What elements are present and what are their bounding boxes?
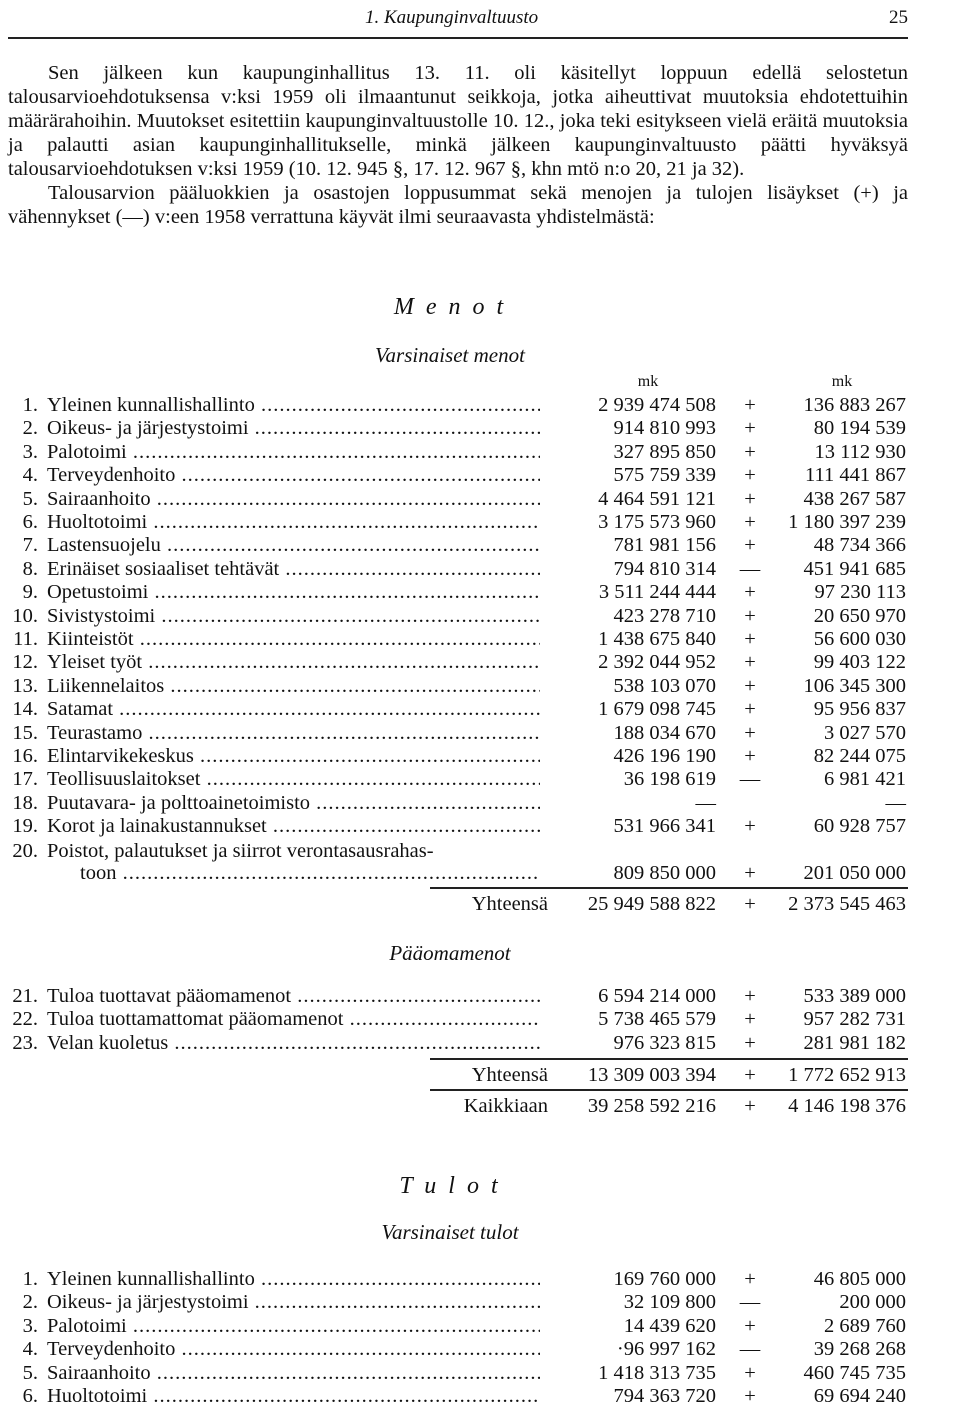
row-amount: — xyxy=(695,791,716,814)
table-row xyxy=(0,768,960,791)
row-amount: 169 760 000 xyxy=(613,1268,716,1290)
row-sign: + xyxy=(744,511,756,533)
row-amount: 809 850 000 xyxy=(613,862,716,884)
varsinaiset-menot-heading: Varsinaiset menot xyxy=(375,343,525,367)
row-sign: — xyxy=(739,1291,761,1314)
row-label: Yleinen kunnallishallinto ..... xyxy=(47,1268,540,1291)
row-change: 6 981 421 xyxy=(824,768,906,791)
row-change: 99 403 122 xyxy=(813,651,906,674)
row-number: 4. xyxy=(22,1338,38,1361)
row-change: 80 194 539 xyxy=(813,417,906,440)
row-number: 2. xyxy=(22,1291,38,1314)
row-change: 533 389 000 xyxy=(803,985,906,1007)
total-label: Yhteensä xyxy=(471,893,548,915)
row-sign: + xyxy=(744,487,756,510)
tulot-heading: T u l o t xyxy=(399,1173,501,1199)
row-label: Terveydenhoito ..... xyxy=(47,464,540,487)
table-row xyxy=(0,745,960,768)
row-number: 16. xyxy=(12,745,38,767)
row-number: 4. xyxy=(22,464,38,487)
table-row xyxy=(0,605,960,628)
row-label: Palotoimi ..... xyxy=(47,1315,540,1338)
table-row xyxy=(0,792,960,815)
grand-total-label: Kaikkiaan xyxy=(463,1095,548,1117)
row-amount: 2 939 474 508 xyxy=(598,394,716,416)
row-change: 451 941 685 xyxy=(803,557,906,580)
row-label: Satamat ..... xyxy=(47,698,540,721)
row-amount: 538 103 070 xyxy=(613,674,716,697)
row-amount: 531 966 341 xyxy=(613,815,716,838)
row-sign: + xyxy=(744,394,756,416)
row-change: — xyxy=(885,791,906,814)
row-change: 3 027 570 xyxy=(824,721,906,744)
row-change: 136 883 267 xyxy=(803,394,906,416)
row-change: 56 600 030 xyxy=(813,628,906,650)
row-label: Sairaanhoito ..... xyxy=(47,488,540,511)
table-row xyxy=(0,651,960,674)
row-change: 48 734 366 xyxy=(813,534,906,557)
row-number: 20. xyxy=(12,840,38,862)
total-sign: + xyxy=(744,1064,756,1086)
grand-total-amount: 39 258 592 216 xyxy=(587,1095,716,1117)
row-amount: 781 981 156 xyxy=(613,534,716,557)
table-row xyxy=(0,840,960,863)
row-change: 95 956 837 xyxy=(813,698,906,721)
row-label: Oikeus- ja järjestystoimi ..... xyxy=(47,1291,540,1314)
row-amount: 5 738 465 579 xyxy=(598,1008,716,1031)
table-row xyxy=(0,558,960,581)
row-number: 17. xyxy=(12,768,38,791)
row-number: 7. xyxy=(22,534,38,557)
row-sign: + xyxy=(744,581,756,604)
row-label: Yleinen kunnallishallinto ..... xyxy=(47,394,540,417)
row-sign: + xyxy=(744,534,756,557)
row-number: 8. xyxy=(22,557,38,580)
row-sign: + xyxy=(744,1031,756,1054)
row-label: Kiinteistöt ..... xyxy=(47,628,540,651)
row-sign: + xyxy=(744,1268,756,1290)
row-sign: — xyxy=(739,768,761,791)
row-amount: 575 759 339 xyxy=(613,464,716,487)
row-change: 201 050 000 xyxy=(803,862,906,884)
table-row xyxy=(0,1268,960,1291)
row-amount: 914 810 993 xyxy=(613,417,716,440)
row-change: 106 345 300 xyxy=(803,674,906,697)
row-change: 82 244 075 xyxy=(813,745,906,767)
row-number: 15. xyxy=(12,721,38,744)
row-change: 200 000 xyxy=(839,1291,906,1314)
row-sign: + xyxy=(744,440,756,463)
row-number: 3. xyxy=(22,440,38,463)
row-change: 20 650 970 xyxy=(813,604,906,627)
row-number: 19. xyxy=(12,815,38,838)
row-number: 21. xyxy=(12,985,38,1007)
table-row xyxy=(0,488,960,511)
row-change: 60 928 757 xyxy=(813,815,906,838)
row-label: Teollisuuslaitokset ..... xyxy=(47,768,540,791)
total-change: 2 373 545 463 xyxy=(788,893,906,915)
row-change: 281 981 182 xyxy=(803,1031,906,1054)
change-unit-header: mk xyxy=(831,373,853,390)
row-sign: + xyxy=(744,815,756,838)
row-number: 5. xyxy=(22,1361,38,1384)
row-label: Palotoimi ..... xyxy=(47,441,540,464)
row-sign: + xyxy=(744,1008,756,1031)
row-sign: + xyxy=(744,862,756,884)
row-label: Korot ja lainakustannukset ..... xyxy=(47,815,540,838)
table-row xyxy=(0,815,960,838)
row-label: toon ..... xyxy=(80,862,540,885)
row-label: Tuloa tuottavat pääomamenot ..... xyxy=(47,985,540,1008)
row-label: Sivistystoimi ..... xyxy=(47,605,540,628)
row-number: 6. xyxy=(22,511,38,533)
row-number: 3. xyxy=(22,1314,38,1337)
row-change: 46 805 000 xyxy=(813,1268,906,1290)
table-row xyxy=(0,1291,960,1314)
row-number: 11. xyxy=(13,628,38,650)
table-row xyxy=(0,581,960,604)
total-sign: + xyxy=(744,893,756,915)
row-sign: + xyxy=(744,721,756,744)
table-row xyxy=(0,1032,960,1055)
row-label: Erinäiset sosiaaliset tehtävät ..... xyxy=(47,558,540,581)
row-amount: 14 439 620 xyxy=(623,1314,716,1337)
table-row xyxy=(0,464,960,487)
row-sign: + xyxy=(744,985,756,1007)
row-sign: + xyxy=(744,464,756,487)
row-label: Oikeus- ja järjestystoimi ..... xyxy=(47,417,540,440)
row-change: 69 694 240 xyxy=(813,1385,906,1407)
table-row xyxy=(0,985,960,1008)
grand-total-rule xyxy=(430,1089,908,1091)
row-label: Huoltotoimi ..... xyxy=(47,511,540,534)
page-header xyxy=(8,0,908,39)
row-amount: 976 323 815 xyxy=(613,1031,716,1054)
row-amount: 1 418 313 735 xyxy=(598,1361,716,1384)
table-row xyxy=(0,394,960,417)
grand-total-sign: + xyxy=(744,1095,756,1117)
table-row xyxy=(0,1362,960,1385)
table-row xyxy=(0,698,960,721)
row-change: 460 745 735 xyxy=(803,1361,906,1384)
row-sign: + xyxy=(744,698,756,721)
row-label: Puutavara- ja polttoainetoimisto ..... xyxy=(47,792,540,815)
row-label: Liikennelaitos ..... xyxy=(47,675,540,698)
row-amount: 423 278 710 xyxy=(613,604,716,627)
row-amount: 426 196 190 xyxy=(613,745,716,767)
row-label: Terveydenhoito ..... xyxy=(47,1338,540,1361)
row-number: 14. xyxy=(12,698,38,721)
row-sign: + xyxy=(744,628,756,650)
row-sign: + xyxy=(744,674,756,697)
row-number: 13. xyxy=(12,674,38,697)
row-sign: + xyxy=(744,651,756,674)
row-sign: + xyxy=(744,1314,756,1337)
row-amount: 794 810 314 xyxy=(613,557,716,580)
table-row xyxy=(0,441,960,464)
running-title: 1. Kaupunginvaltuusto xyxy=(365,7,539,28)
intro-text xyxy=(8,61,908,229)
row-number: 23. xyxy=(12,1031,38,1054)
table-row xyxy=(0,675,960,698)
row-label: Huoltotoimi ..... xyxy=(47,1385,540,1408)
paaoma-total-rule xyxy=(430,1058,908,1060)
total-change: 1 772 652 913 xyxy=(788,1064,906,1086)
row-change: 13 112 930 xyxy=(814,440,906,463)
table-row xyxy=(0,417,960,440)
row-label: Lastensuojelu ..... xyxy=(47,534,540,557)
table-row xyxy=(0,534,960,557)
row-sign: + xyxy=(744,604,756,627)
row-label: Elintarvikekeskus ..... xyxy=(47,745,540,768)
total-row xyxy=(0,893,960,916)
row-amount: ·96 997 162 xyxy=(616,1338,716,1361)
paaomamenot-heading: Pääomamenot xyxy=(389,941,511,965)
row-label: Yleiset työt ..... xyxy=(47,651,540,674)
total-amount: 13 309 003 394 xyxy=(587,1064,716,1086)
row-amount: 32 109 800 xyxy=(623,1291,716,1314)
row-amount: 6 594 214 000 xyxy=(598,985,716,1007)
row-amount: 3 511 244 444 xyxy=(598,581,716,604)
row-number: 10. xyxy=(12,604,38,627)
total-label: Yhteensä xyxy=(471,1064,548,1086)
row-sign: + xyxy=(744,417,756,440)
row-amount: 4 464 591 121 xyxy=(598,487,716,510)
row-number: 12. xyxy=(12,651,38,674)
row-number: 22. xyxy=(12,1008,38,1031)
row-number: 6. xyxy=(22,1385,38,1407)
intro-paragraph-1: Sen jälkeen kun kaupunginhallitus 13. 11. oli käsitellyt loppuun edellä selostetun talousarvioehdotuksensa v:ksi 1959 oli ilmaantunut seikkoja, jotka aiheuttivat muutoksia ehdotettuihin määrärahoihin. Muutokset esitettiin kaupunginvaltuustolle 10. 12., joka teki esitykseen vielä eräitä muutoksia ja palautti asian kaupunginhallitukselle, minkä jälkeen kaupunginvaltuusto päätti hyväksyä talousarvioehdotuksen v:ksi 1959 (10. 12. 945 §, 17. 12. 967 §, khn mtö n:o 20, 21 ja 32). xyxy=(8,62,908,180)
amount-unit-header: mk xyxy=(637,373,659,390)
page-number: 25 xyxy=(889,7,908,28)
row-change: 39 268 268 xyxy=(813,1338,906,1361)
row-label: Opetustoimi ..... xyxy=(47,581,540,604)
row-number: 5. xyxy=(22,487,38,510)
row-amount: 2 392 044 952 xyxy=(598,651,716,674)
row-change: 1 180 397 239 xyxy=(788,511,906,533)
row-change: 111 441 867 xyxy=(805,464,906,487)
row-change: 957 282 731 xyxy=(803,1008,906,1031)
menot-heading: M e n o t xyxy=(393,294,507,320)
row-number: 2. xyxy=(22,417,38,440)
row-label: Tuloa tuottamattomat pääomamenot ..... xyxy=(47,1008,540,1031)
row-sign: + xyxy=(744,1361,756,1384)
row-amount: 794 363 720 xyxy=(613,1385,716,1407)
varsinaiset-tulot-heading: Varsinaiset tulot xyxy=(381,1220,519,1244)
row-amount: 1 438 675 840 xyxy=(598,628,716,650)
table-row xyxy=(0,1338,960,1361)
intro-paragraph-2: Talousarvion pääluokkien ja osastojen loppusummat sekä menojen ja tulojen lisäykset (+) ja vähennykset (—) v:een 1958 verrattuna käyvät ilmi seuraavasta yhdistelmästä: xyxy=(8,182,908,228)
row-sign: — xyxy=(739,1338,761,1361)
row-sign: + xyxy=(744,1385,756,1407)
table-row xyxy=(0,1315,960,1338)
row-number: 18. xyxy=(12,791,38,814)
row-change: 97 230 113 xyxy=(814,581,906,604)
row-number: 9. xyxy=(22,581,38,604)
row-label: Velan kuoletus ..... xyxy=(47,1032,540,1055)
row-amount: 1 679 098 745 xyxy=(598,698,716,721)
table-row xyxy=(0,1385,960,1408)
table-row xyxy=(0,628,960,651)
row-amount: 188 034 670 xyxy=(613,721,716,744)
row-number: 1. xyxy=(22,394,38,416)
row-amount: 3 175 573 960 xyxy=(598,511,716,533)
row-amount: 36 198 619 xyxy=(623,768,716,791)
row-sign: + xyxy=(744,745,756,767)
total-amount: 25 949 588 822 xyxy=(587,893,716,915)
row-change: 2 689 760 xyxy=(824,1314,906,1337)
row-change: 438 267 587 xyxy=(803,487,906,510)
table-row xyxy=(0,862,960,885)
table-row xyxy=(0,722,960,745)
row-label: Poistot, palautukset ja siirrot verontasausrahas- xyxy=(47,840,434,862)
row-number: 1. xyxy=(22,1268,38,1290)
table-row xyxy=(0,1008,960,1031)
row-sign: — xyxy=(739,557,761,580)
row-label: Sairaanhoito ..... xyxy=(47,1362,540,1385)
total-row xyxy=(0,1064,960,1087)
grand-total-row xyxy=(0,1095,960,1118)
total-rule xyxy=(430,887,908,889)
row-label: Teurastamo ..... xyxy=(47,722,540,745)
row-amount: 327 895 850 xyxy=(613,440,716,463)
table-row xyxy=(0,511,960,534)
grand-total-change: 4 146 198 376 xyxy=(788,1095,906,1117)
